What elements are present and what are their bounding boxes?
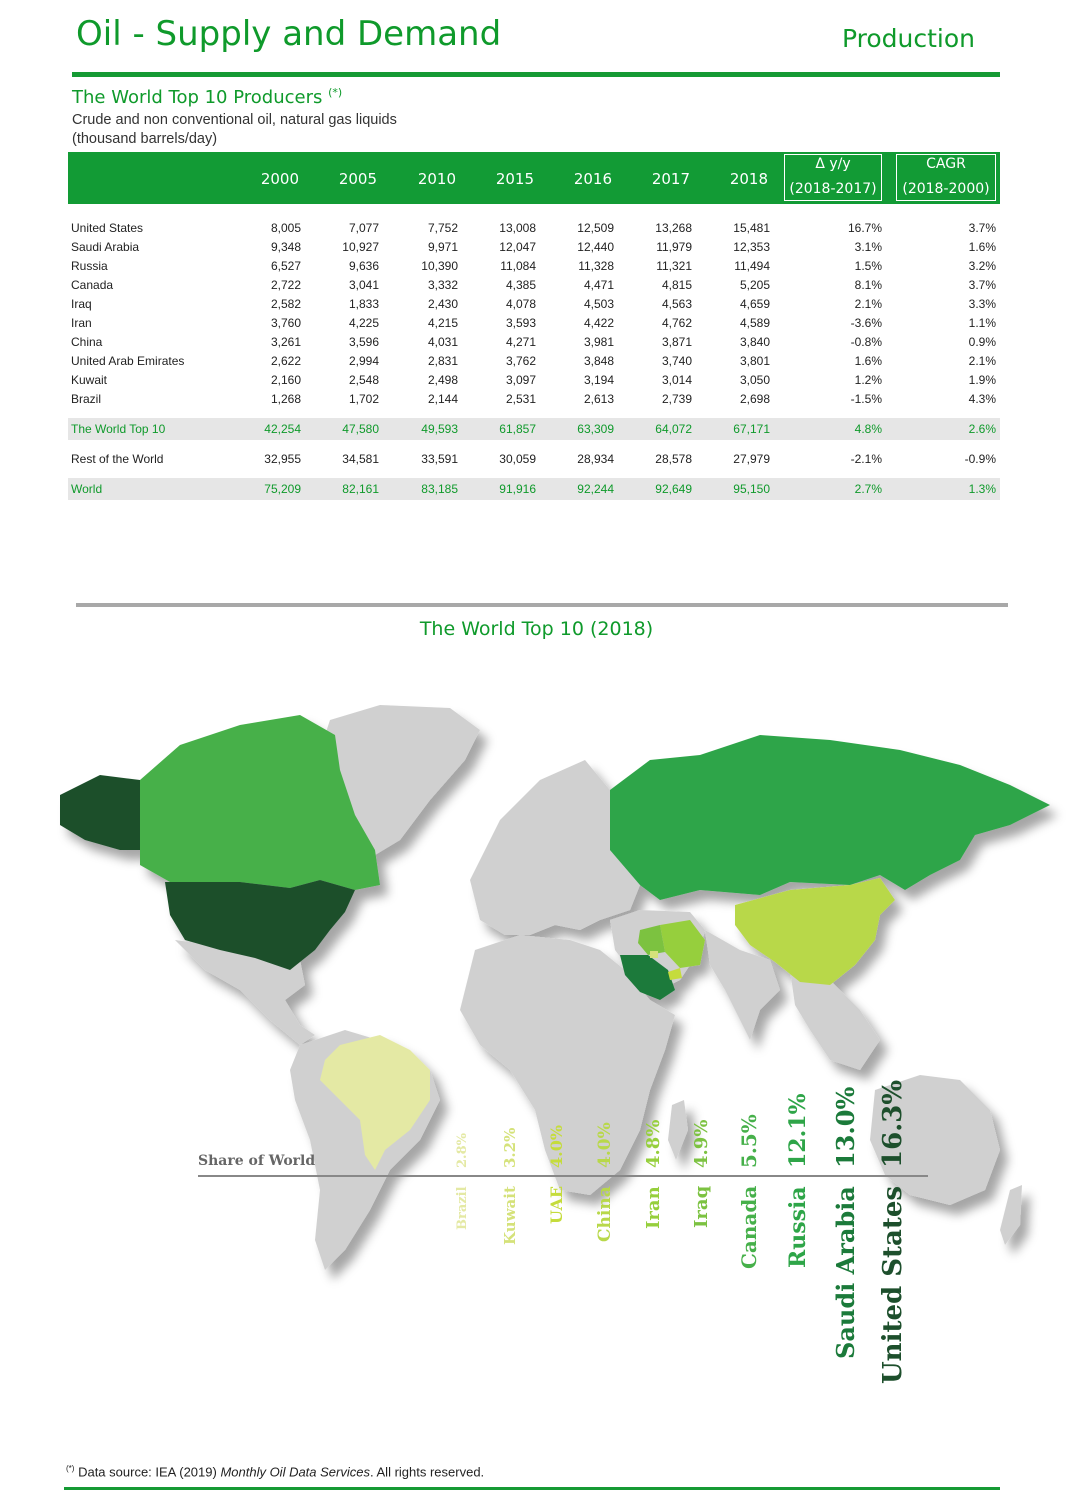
cell-value: 3,871 <box>661 335 692 349</box>
cell-value: 2,698 <box>739 392 770 406</box>
cell-value: 4,471 <box>583 278 614 292</box>
cell-value: 82,161 <box>342 482 379 496</box>
map-madagascar <box>668 1100 688 1160</box>
cell-value: 30,059 <box>499 452 536 466</box>
cell-value: 15,481 <box>733 221 770 235</box>
share-country: Saudi Arabia <box>831 1186 860 1359</box>
cell-yoy: -0.8% <box>850 335 882 349</box>
cell-value: 2,548 <box>348 373 379 387</box>
cell-value: 4,422 <box>583 316 614 330</box>
cell-yoy: 16.7% <box>847 221 882 235</box>
table-row <box>68 277 1000 293</box>
cell-cagr: 3.7% <box>968 221 996 235</box>
col-header-year: 2018 <box>729 170 768 188</box>
cell-yoy: 3.1% <box>854 240 882 254</box>
cell-cagr: 2.6% <box>968 422 996 436</box>
cell-value: 3,596 <box>348 335 379 349</box>
cell-value: 7,077 <box>348 221 379 235</box>
cell-value: 12,509 <box>577 221 614 235</box>
cell-value: 13,008 <box>499 221 536 235</box>
table-row <box>68 334 1000 350</box>
cell-value: 34,581 <box>342 452 379 466</box>
cell-cagr: -0.9% <box>964 452 996 466</box>
cell-value: 95,150 <box>733 482 770 496</box>
col-header-year: 2016 <box>573 170 612 188</box>
cell-value: 2,994 <box>348 354 379 368</box>
cell-value: 12,353 <box>733 240 770 254</box>
cell-yoy: 8.1% <box>854 278 882 292</box>
cell-cagr: 0.9% <box>968 335 996 349</box>
col-header-year: 2010 <box>417 170 456 188</box>
cell-value: 4,762 <box>661 316 692 330</box>
cell-value: 4,385 <box>505 278 536 292</box>
world-map <box>0 650 1073 1450</box>
row-label: China <box>71 335 103 349</box>
row-label: World <box>71 482 103 496</box>
cell-value: 3,261 <box>270 335 301 349</box>
table-header <box>68 152 1000 204</box>
cell-value: 4,215 <box>427 316 458 330</box>
cell-value: 4,589 <box>739 316 770 330</box>
table-row <box>68 448 1000 470</box>
table-row <box>68 418 1000 440</box>
cell-cagr: 1.9% <box>968 373 996 387</box>
share-country: Canada <box>737 1185 761 1269</box>
cell-value: 42,254 <box>264 422 301 436</box>
col-header-year: 2005 <box>338 170 377 188</box>
section-divider <box>76 603 1008 607</box>
cell-value: 2,531 <box>505 392 536 406</box>
cell-yoy: 2.1% <box>854 297 882 311</box>
cell-value: 11,979 <box>656 240 692 254</box>
cell-value: 3,801 <box>739 354 770 368</box>
cell-yoy: -1.5% <box>850 392 882 406</box>
share-value: 4.0% <box>595 1122 615 1168</box>
row-label: Brazil <box>71 392 102 406</box>
col-header-year: 2000 <box>260 170 299 188</box>
cell-value: 83,185 <box>421 482 458 496</box>
cell-value: 28,934 <box>577 452 614 466</box>
footnote-mark: (*) <box>66 1464 75 1473</box>
footnote-text: Data source: IEA (2019) <box>78 1464 221 1480</box>
table-description: Crude and non conventional oil, natural gas liquids <box>72 112 397 128</box>
share-of-world-label: Share of World <box>198 1153 316 1169</box>
cell-yoy: -3.6% <box>850 316 882 330</box>
cell-cagr: 4.3% <box>968 392 996 406</box>
share-value: 4.9% <box>691 1119 712 1168</box>
cell-cagr: 3.2% <box>968 259 996 273</box>
share-value: 2.8% <box>455 1133 470 1168</box>
cell-value: 4,225 <box>348 316 379 330</box>
col-header-year: 2017 <box>651 170 690 188</box>
map-russia <box>610 735 1050 900</box>
share-value: 3.2% <box>501 1127 519 1168</box>
cell-value: 4,503 <box>583 297 614 311</box>
cell-yoy: 2.7% <box>854 482 882 496</box>
cell-value: 61,857 <box>499 422 536 436</box>
cell-value: 10,927 <box>342 240 379 254</box>
cell-value: 2,831 <box>427 354 458 368</box>
row-label: Russia <box>71 259 108 273</box>
cell-value: 2,582 <box>270 297 301 311</box>
cell-value: 4,815 <box>661 278 692 292</box>
map-title: The World Top 10 (2018) <box>419 618 654 640</box>
cell-value: 91,916 <box>499 482 536 496</box>
row-label: Iran <box>71 316 92 330</box>
page-title: Oil - Supply and Demand <box>76 14 502 54</box>
cell-value: 9,636 <box>348 259 379 273</box>
cell-value: 2,722 <box>270 278 301 292</box>
cell-yoy: 1.6% <box>854 354 882 368</box>
share-value: 13.0% <box>831 1086 860 1168</box>
cell-value: 27,979 <box>733 452 770 466</box>
footnote <box>66 1464 484 1479</box>
cell-value: 6,527 <box>270 259 301 273</box>
cell-value: 11,494 <box>734 259 770 273</box>
cell-value: 64,072 <box>655 422 692 436</box>
cell-value: 12,440 <box>577 240 614 254</box>
cell-value: 92,244 <box>577 482 614 496</box>
yoy-period: (2018-2017) <box>789 181 877 197</box>
cell-value: 4,078 <box>505 297 536 311</box>
cell-value: 13,268 <box>655 221 692 235</box>
cell-cagr: 1.3% <box>968 482 996 496</box>
cell-value: 3,097 <box>505 373 536 387</box>
cell-value: 3,848 <box>583 354 614 368</box>
map-southeast-asia <box>790 970 880 1070</box>
cell-yoy: 4.8% <box>854 422 882 436</box>
cell-value: 4,659 <box>739 297 770 311</box>
cell-cagr: 1.1% <box>968 316 996 330</box>
cell-cagr: 2.1% <box>968 354 996 368</box>
cell-value: 4,271 <box>505 335 536 349</box>
cell-value: 4,031 <box>427 335 458 349</box>
row-label: The World Top 10 <box>71 422 166 436</box>
cell-value: 11,084 <box>500 259 536 273</box>
cagr-period: (2018-2000) <box>902 181 990 197</box>
header-divider <box>72 72 1000 77</box>
cell-value: 1,702 <box>348 392 379 406</box>
cagr-label: CAGR <box>926 156 966 172</box>
cell-value: 2,498 <box>427 373 458 387</box>
cell-yoy: 1.5% <box>854 259 882 273</box>
footer-divider <box>64 1487 1000 1490</box>
cell-value: 63,309 <box>577 422 614 436</box>
share-country: China <box>595 1186 615 1242</box>
row-label: United States <box>71 221 144 235</box>
cell-value: 9,348 <box>270 240 301 254</box>
map-new-zealand <box>1000 1185 1022 1245</box>
cell-value: 12,047 <box>499 240 536 254</box>
yoy-label: Δ y/y <box>815 156 851 172</box>
share-country: Kuwait <box>501 1186 519 1245</box>
cell-value: 11,328 <box>578 259 614 273</box>
row-label: Iraq <box>71 297 92 311</box>
footnote-source: Monthly Oil Data Services <box>220 1464 370 1480</box>
cell-value: 28,578 <box>655 452 692 466</box>
table-row <box>68 315 1000 331</box>
footnote-rights: . All rights reserved. <box>370 1464 485 1480</box>
map-kuwait <box>650 951 658 958</box>
cell-value: 10,390 <box>421 259 458 273</box>
col-header-year: 2015 <box>495 170 534 188</box>
cell-value: 3,041 <box>348 278 379 292</box>
table-row <box>68 478 1000 500</box>
table-row <box>68 220 1000 236</box>
cell-value: 3,014 <box>661 373 692 387</box>
share-value: 16.3% <box>878 1079 908 1168</box>
table-row <box>68 258 1000 274</box>
share-country: UAE <box>547 1185 566 1224</box>
cell-value: 2,160 <box>270 373 301 387</box>
cell-value: 11,321 <box>656 259 692 273</box>
share-country: Brazil <box>455 1186 470 1230</box>
table-row <box>68 353 1000 369</box>
cell-value: 9,971 <box>427 240 458 254</box>
row-label: Kuwait <box>71 373 108 387</box>
cell-value: 92,649 <box>655 482 692 496</box>
cell-value: 2,622 <box>270 354 301 368</box>
cell-value: 3,981 <box>583 335 614 349</box>
share-country: Russia <box>785 1186 811 1268</box>
cell-value: 4,563 <box>661 297 692 311</box>
row-label: United Arab Emirates <box>71 354 185 368</box>
map-alaska <box>60 775 145 850</box>
table-row <box>68 372 1000 388</box>
cell-value: 47,580 <box>342 422 379 436</box>
cell-value: 75,209 <box>264 482 301 496</box>
cell-value: 8,005 <box>270 221 301 235</box>
cell-value: 2,613 <box>583 392 614 406</box>
col-header-yoy <box>784 154 882 201</box>
cell-cagr: 3.3% <box>968 297 996 311</box>
cell-value: 3,332 <box>427 278 458 292</box>
table-title-text: The World Top 10 Producers <box>72 87 323 108</box>
cell-yoy: 1.2% <box>854 373 882 387</box>
row-label: Saudi Arabia <box>71 240 140 254</box>
cell-value: 3,194 <box>583 373 614 387</box>
share-value: 12.1% <box>785 1093 811 1168</box>
share-value: 4.0% <box>547 1124 566 1168</box>
cell-value: 49,593 <box>421 422 458 436</box>
table-title <box>72 86 342 108</box>
share-axis-line <box>198 1175 928 1177</box>
cell-value: 67,171 <box>733 422 770 436</box>
cell-value: 7,752 <box>427 221 458 235</box>
cell-value: 2,144 <box>427 392 458 406</box>
share-value: 5.5% <box>737 1114 761 1168</box>
cell-value: 32,955 <box>264 452 301 466</box>
cell-value: 3,050 <box>739 373 770 387</box>
table-row <box>68 391 1000 407</box>
share-value: 4.8% <box>643 1119 664 1168</box>
cell-value: 3,760 <box>270 316 301 330</box>
cell-cagr: 3.7% <box>968 278 996 292</box>
cell-value: 3,740 <box>661 354 692 368</box>
row-label: Rest of the World <box>71 452 164 466</box>
cell-value: 2,430 <box>427 297 458 311</box>
cell-value: 3,593 <box>505 316 536 330</box>
cell-value: 1,268 <box>270 392 301 406</box>
cell-value: 5,205 <box>739 278 770 292</box>
cell-value: 2,739 <box>661 392 692 406</box>
row-label: Canada <box>71 278 114 292</box>
cell-value: 1,833 <box>348 297 379 311</box>
share-country: United States <box>878 1185 908 1384</box>
table-row <box>68 239 1000 255</box>
cell-yoy: -2.1% <box>850 452 882 466</box>
cell-cagr: 1.6% <box>968 240 996 254</box>
cell-value: 33,591 <box>421 452 458 466</box>
share-country: Iran <box>643 1186 664 1229</box>
cell-value: 3,762 <box>505 354 536 368</box>
share-country: Iraq <box>691 1185 712 1228</box>
section-tag: Production <box>842 24 976 53</box>
col-header-cagr <box>896 154 996 201</box>
table-units: (thousand barrels/day) <box>72 131 218 147</box>
cell-value: 3,840 <box>739 335 770 349</box>
table-title-mark: (*) <box>328 86 343 99</box>
table-row <box>68 296 1000 312</box>
